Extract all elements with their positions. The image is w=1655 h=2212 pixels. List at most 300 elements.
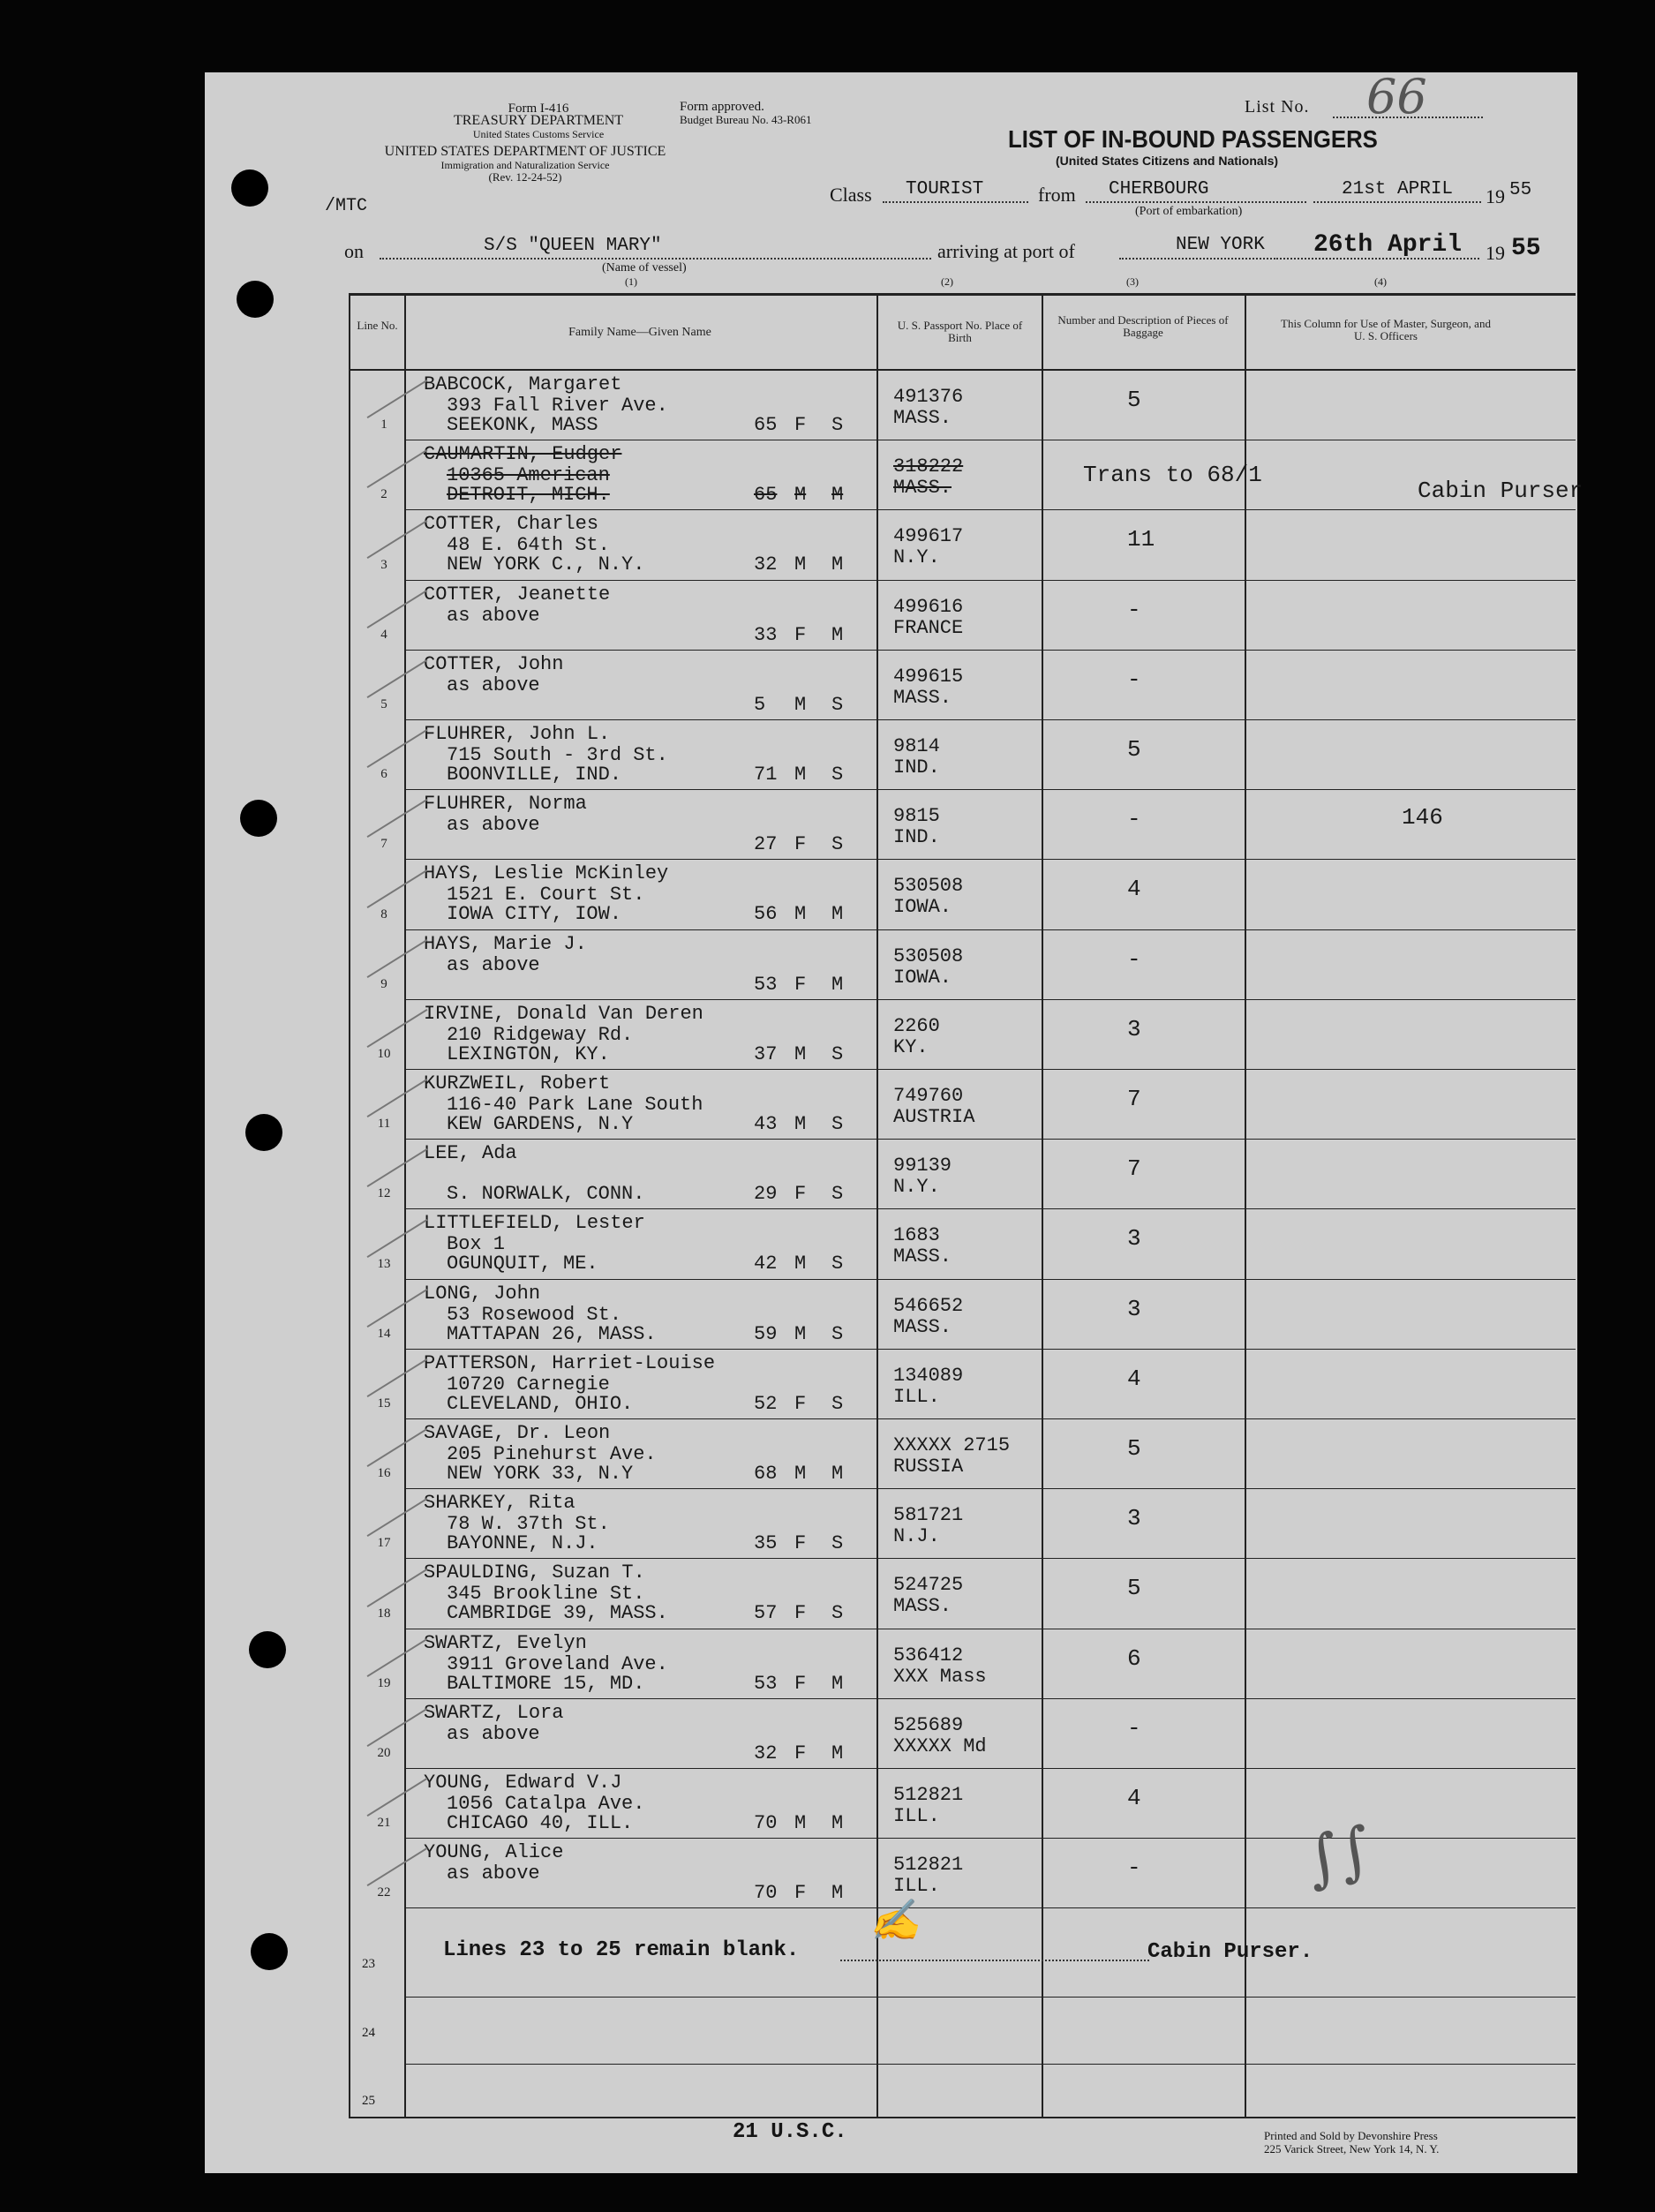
place-of-birth: MASS. <box>893 1245 952 1268</box>
line-number: 18 <box>377 1606 391 1621</box>
passenger-name: COTTER, Charles <box>424 513 599 536</box>
line-number: 23 <box>362 1957 375 1971</box>
table-top-border <box>349 293 1576 296</box>
place-of-birth: MASS. <box>893 1315 952 1338</box>
address-line-1: 78 W. 37th St. <box>447 1513 610 1536</box>
check-mark-icon <box>367 799 428 838</box>
stamp-mtc: /MTC <box>325 196 368 216</box>
sex: M <box>794 484 807 507</box>
passport-number: 525689 <box>893 1713 964 1736</box>
customs-service: United States Customs Service <box>472 128 605 140</box>
sex: M <box>794 693 807 716</box>
address-line-1: as above <box>447 953 540 976</box>
cabin-purser-footer: Cabin Purser. <box>1147 1940 1313 1964</box>
arriving-label: arriving at port of <box>937 240 1075 262</box>
passport-number: 749760 <box>893 1085 964 1107</box>
passenger-name: IRVINE, Donald Van Deren <box>424 1002 703 1025</box>
baggage-count: 3 <box>1127 1225 1141 1253</box>
address-line-2: IOWA CITY, IOW. <box>447 903 622 926</box>
sex: F <box>794 1392 807 1415</box>
line-number: 15 <box>377 1396 391 1411</box>
address-line-2: SEEKONK, MASS <box>447 414 598 436</box>
on-label: on <box>344 240 364 262</box>
age: 43 <box>754 1113 778 1135</box>
from-value: CHERBOURG <box>1109 179 1209 199</box>
baggage-count: - <box>1127 1714 1141 1742</box>
sex: F <box>794 1672 807 1695</box>
check-mark-icon <box>367 590 428 628</box>
table-row <box>205 1769 1577 1839</box>
sex: F <box>794 1183 807 1206</box>
line-number: 3 <box>380 557 387 572</box>
line-number: 12 <box>377 1186 391 1201</box>
address-line-2: OGUNQUIT, ME. <box>447 1253 598 1275</box>
form-approved: Form approved. <box>680 100 764 114</box>
line-number: 9 <box>380 976 387 991</box>
place-of-birth: MASS. <box>893 407 952 429</box>
table-row <box>205 1629 1577 1699</box>
ins-title: Immigration and Naturalization Service <box>440 159 610 171</box>
sex: F <box>794 414 807 436</box>
baggage-count: 4 <box>1127 876 1141 903</box>
doj-title: UNITED STATES DEPARTMENT OF JUSTICE <box>384 144 666 159</box>
passenger-name: YOUNG, Alice <box>424 1841 564 1864</box>
sex: M <box>794 553 807 576</box>
punch-hole <box>231 169 268 207</box>
passenger-name: SWARTZ, Lora <box>424 1701 564 1724</box>
arrival-year-suffix: 55 <box>1511 235 1541 262</box>
passport-number: 530508 <box>893 875 964 898</box>
check-mark-icon <box>367 1358 428 1397</box>
passenger-name: CAUMARTIN, Eudger <box>424 443 622 466</box>
passenger-name: SPAULDING, Suzan T. <box>424 1561 645 1584</box>
address-line-2: KEW GARDENS, N.Y <box>447 1113 634 1135</box>
marital-status: M <box>831 1672 844 1695</box>
passport-number: 536412 <box>893 1644 964 1667</box>
port-embark-caption: (Port of embarkation) <box>1135 205 1243 218</box>
address-line-1: as above <box>447 1722 540 1745</box>
table-row <box>205 930 1577 1000</box>
remain-blank-note: Lines 23 to 25 remain blank. <box>443 1938 800 1962</box>
address-line-2: NEW YORK 33, N.Y <box>447 1463 634 1485</box>
marital-status: M <box>831 553 844 576</box>
check-mark-icon <box>367 1498 428 1537</box>
treasury-dept: TREASURY DEPARTMENT <box>453 113 624 128</box>
sex: M <box>794 1463 807 1485</box>
check-mark-icon <box>367 1148 428 1187</box>
baggage-count: Trans to 68/1 <box>1083 462 1262 489</box>
column-header-line: Line No. <box>357 319 398 332</box>
place-of-birth: FRANCE <box>893 616 964 639</box>
marital-status: S <box>831 414 844 436</box>
sex: F <box>794 973 807 996</box>
marital-status: M <box>831 623 844 646</box>
age: 59 <box>754 1322 778 1345</box>
place-of-birth: IND. <box>893 826 940 849</box>
check-mark-icon <box>367 1009 428 1048</box>
column-index-4: (4) <box>1374 275 1387 288</box>
passport-number: 512821 <box>893 1784 964 1806</box>
table-row <box>205 1699 1577 1769</box>
check-mark-icon <box>367 1638 428 1677</box>
age: 68 <box>754 1463 778 1485</box>
printer-line-2: 225 Varick Street, New York 14, N. Y. <box>1264 2142 1440 2156</box>
age: 27 <box>754 833 778 856</box>
vessel-caption: (Name of vessel) <box>602 261 687 275</box>
table-row <box>205 790 1577 860</box>
marital-status: S <box>831 1183 844 1206</box>
passenger-name: LONG, John <box>424 1282 541 1305</box>
line-number: 16 <box>377 1466 391 1481</box>
line-number: 14 <box>377 1326 391 1341</box>
passenger-name: COTTER, Jeanette <box>424 583 611 606</box>
row-divider <box>404 2064 1576 2065</box>
place-of-birth: MASS. <box>893 477 952 500</box>
purser-signature: ✍ <box>869 1896 921 1944</box>
sex: M <box>794 1322 807 1345</box>
document-title: LIST OF IN-BOUND PASSENGERS <box>1008 125 1378 153</box>
address-line-1: as above <box>447 814 540 837</box>
line-number: 21 <box>377 1816 391 1831</box>
check-mark-icon <box>367 449 428 488</box>
place-of-birth: N.J. <box>893 1525 940 1548</box>
line-number: 13 <box>377 1256 391 1271</box>
age: 29 <box>754 1183 778 1206</box>
marital-status: M <box>831 484 844 507</box>
sex: M <box>794 903 807 926</box>
age: 65 <box>754 414 778 436</box>
check-mark-icon <box>367 1289 428 1328</box>
passport-number: 530508 <box>893 944 964 967</box>
address-line-1: as above <box>447 1862 540 1885</box>
depart-date-line <box>1313 201 1481 203</box>
address-line-1: 205 Pinehurst Ave. <box>447 1443 657 1465</box>
table-row <box>205 440 1584 510</box>
address-line-1: 10720 Carnegie <box>447 1373 610 1396</box>
line-number: 25 <box>362 2094 375 2108</box>
check-mark-icon <box>367 1569 428 1607</box>
marital-status: M <box>831 1463 844 1485</box>
place-of-birth: RUSSIA <box>893 1456 964 1478</box>
check-mark-icon <box>367 659 428 698</box>
address-line-2: CAMBRIDGE 39, MASS. <box>447 1602 668 1625</box>
age: 32 <box>754 553 778 576</box>
address-line-1: 116-40 Park Lane South <box>447 1094 703 1116</box>
printer-line-1: Printed and Sold by Devonshire Press <box>1264 2129 1438 2142</box>
passenger-name: HAYS, Marie J. <box>424 932 587 955</box>
address-line-1: 393 Fall River Ave. <box>447 395 668 417</box>
passport-number: 1683 <box>893 1224 940 1247</box>
baggage-count: 6 <box>1127 1644 1141 1672</box>
table-row <box>205 1000 1577 1070</box>
passport-number: 134089 <box>893 1364 964 1387</box>
address-line-1: 1521 E. Court St. <box>447 884 645 907</box>
age: 57 <box>754 1602 778 1625</box>
list-no-value: 66 <box>1366 69 1427 124</box>
baggage-count: - <box>1127 945 1141 973</box>
line-number: 1 <box>380 418 387 433</box>
passenger-name: YOUNG, Edward V.J <box>424 1772 622 1794</box>
address-line-1: 345 Brookline St. <box>447 1583 645 1606</box>
age: 37 <box>754 1042 778 1065</box>
list-no-label: List No. <box>1245 97 1310 117</box>
passenger-name: LITTLEFIELD, Lester <box>424 1212 645 1235</box>
check-mark-icon <box>367 1428 428 1467</box>
place-of-birth: XXXXX Md <box>893 1734 987 1757</box>
arrival-year-prefix: 19 <box>1486 242 1505 264</box>
table-row <box>205 1419 1577 1489</box>
sex: F <box>794 1532 807 1555</box>
sex: F <box>794 833 807 856</box>
class-value: TOURIST <box>906 179 984 199</box>
passport-number: 499615 <box>893 665 964 688</box>
address-line-1: 1056 Catalpa Ave. <box>447 1793 645 1815</box>
baggage-count: - <box>1127 596 1141 623</box>
baggage-count: 11 <box>1127 526 1155 553</box>
place-of-birth: ILL. <box>893 1875 940 1898</box>
age: 65 <box>754 484 778 507</box>
line-number: 4 <box>380 627 387 642</box>
place-of-birth: KY. <box>893 1035 929 1058</box>
class-label: Class <box>830 184 872 206</box>
marital-status: S <box>831 1253 844 1275</box>
passenger-name: BABCOCK, Margaret <box>424 373 622 395</box>
table-row <box>205 1489 1577 1559</box>
age: 52 <box>754 1392 778 1415</box>
departure-year-prefix: 19 <box>1486 185 1505 207</box>
column-index-1: (1) <box>625 275 637 288</box>
address-line-2: CHICAGO 40, ILL. <box>447 1812 634 1834</box>
passenger-name: FLUHRER, Norma <box>424 793 587 816</box>
officer-note: Cabin Purser <box>1418 478 1584 505</box>
passport-number: XXXXX 2715 <box>893 1434 1011 1456</box>
signature-line <box>840 1960 1149 1961</box>
age: 5 <box>754 693 766 716</box>
place-of-birth: ILL. <box>893 1385 940 1408</box>
passport-number: 99139 <box>893 1155 952 1177</box>
table-row <box>205 510 1577 580</box>
sex: M <box>794 1253 807 1275</box>
place-of-birth: N.Y. <box>893 546 940 569</box>
marital-status: S <box>831 1322 844 1345</box>
address-line-2: S. NORWALK, CONN. <box>447 1183 645 1206</box>
place-of-birth: IND. <box>893 756 940 779</box>
marital-status: S <box>831 1113 844 1135</box>
departure-year-suffix: 55 <box>1509 180 1532 200</box>
column-header-passport: U. S. Passport No. Place of Birth <box>897 319 1023 344</box>
address-line-1: 53 Rosewood St. <box>447 1303 622 1326</box>
place-of-birth: AUSTRIA <box>893 1106 975 1128</box>
address-line-1: 715 South - 3rd St. <box>447 744 668 766</box>
passenger-name: PATTERSON, Harriet-Louise <box>424 1351 716 1374</box>
baggage-count: - <box>1127 1855 1141 1882</box>
age: 70 <box>754 1882 778 1905</box>
line-number: 22 <box>377 1885 391 1900</box>
place-of-birth: MASS. <box>893 1595 952 1618</box>
departure-date: 21st APRIL <box>1342 179 1454 199</box>
address-line-1: 3911 Groveland Ave. <box>447 1652 668 1675</box>
baggage-count: 4 <box>1127 1785 1141 1811</box>
age: 70 <box>754 1812 778 1834</box>
sex: M <box>794 1042 807 1065</box>
passport-number: 546652 <box>893 1294 964 1317</box>
address-line-1: 10365 American <box>447 464 610 487</box>
passenger-name: SWARTZ, Evelyn <box>424 1631 587 1654</box>
table-row <box>205 1209 1577 1279</box>
line-number: 10 <box>377 1046 391 1061</box>
class-line <box>883 201 1028 203</box>
address-line-2: BALTIMORE 15, MD. <box>447 1672 645 1695</box>
address-line-2: MATTAPAN 26, MASS. <box>447 1322 657 1345</box>
baggage-count: 5 <box>1127 387 1141 413</box>
marital-status: M <box>831 1812 844 1834</box>
check-mark-icon <box>367 1778 428 1817</box>
line-number: 2 <box>380 487 387 502</box>
marital-status: S <box>831 1392 844 1415</box>
marital-status: M <box>831 1882 844 1905</box>
check-mark-icon <box>367 380 428 418</box>
baggage-count: 4 <box>1127 1365 1141 1392</box>
line-number: 11 <box>377 1117 391 1132</box>
baggage-count: 5 <box>1127 1435 1141 1462</box>
table-row <box>205 860 1577 929</box>
address-line-2: BOONVILLE, IND. <box>447 764 622 786</box>
check-mark-icon <box>367 1079 428 1117</box>
address-line-1: 210 Ridgeway Rd. <box>447 1023 634 1046</box>
check-mark-icon <box>367 1847 428 1886</box>
line-number: 7 <box>380 837 387 852</box>
row-divider <box>404 1997 1576 1998</box>
age: 53 <box>754 1672 778 1695</box>
table-row <box>205 1140 1577 1209</box>
marital-status: M <box>831 973 844 996</box>
marital-status: S <box>831 1532 844 1555</box>
baggage-count: 3 <box>1127 1295 1141 1322</box>
place-of-birth: ILL. <box>893 1805 940 1827</box>
check-mark-icon <box>367 869 428 908</box>
table-row <box>205 1280 1577 1350</box>
address-line-2: NEW YORK C., N.Y. <box>447 553 645 576</box>
baggage-count: 3 <box>1127 1505 1141 1532</box>
marital-status: S <box>831 833 844 856</box>
passenger-name: SHARKEY, Rita <box>424 1492 575 1515</box>
place-of-birth: IOWA. <box>893 966 952 989</box>
baggage-count: - <box>1127 666 1141 693</box>
address-line-2: CLEVELAND, OHIO. <box>447 1392 634 1415</box>
vessel-name: S/S "QUEEN MARY" <box>484 236 662 256</box>
column-header-officers: This Column for Use of Master, Surgeon, and U. S. Officers <box>1281 317 1491 342</box>
arrival-port-line <box>1119 258 1278 260</box>
baggage-count: 3 <box>1127 1015 1141 1042</box>
punch-hole <box>237 281 274 318</box>
table-row <box>205 581 1577 651</box>
check-mark-icon <box>367 1219 428 1258</box>
place-of-birth: XXX Mass <box>893 1665 987 1688</box>
address-line-1: Box 1 <box>447 1233 506 1256</box>
line-number: 5 <box>380 696 387 711</box>
passport-number: 512821 <box>893 1854 964 1877</box>
document-subtitle: (United States Citizens and Nationals) <box>1056 154 1279 168</box>
passport-number: 524725 <box>893 1574 964 1597</box>
vessel-line <box>380 258 931 260</box>
statute-code: 21 U.S.C. <box>733 2120 847 2144</box>
address-line-1: 48 E. 64th St. <box>447 534 610 557</box>
passenger-name: FLUHRER, John L. <box>424 723 611 745</box>
age: 32 <box>754 1742 778 1764</box>
budget-bureau: Budget Bureau No. 43-R061 <box>680 113 812 126</box>
age: 71 <box>754 764 778 786</box>
passport-number: 581721 <box>893 1504 964 1527</box>
address-line-1: as above <box>447 673 540 696</box>
marital-status: S <box>831 1602 844 1625</box>
sex: F <box>794 1882 807 1905</box>
place-of-birth: MASS. <box>893 686 952 709</box>
marital-status: S <box>831 764 844 786</box>
arrival-date: 26th April <box>1313 231 1463 259</box>
address-line-2: LEXINGTON, KY. <box>447 1042 610 1065</box>
table-row <box>205 1070 1577 1140</box>
place-of-birth: N.Y. <box>893 1176 940 1199</box>
from-label: from <box>1038 184 1076 206</box>
age: 33 <box>754 623 778 646</box>
marital-status: M <box>831 903 844 926</box>
sex: F <box>794 623 807 646</box>
table-bottom-border <box>349 2117 1576 2118</box>
passenger-name: KURZWEIL, Robert <box>424 1072 611 1095</box>
column-index-2: (2) <box>941 275 953 288</box>
passport-number: 2260 <box>893 1014 940 1037</box>
baggage-count: 5 <box>1127 1575 1141 1602</box>
table-row <box>205 1350 1577 1419</box>
inspector-signature: ∫∫ <box>1299 1812 1378 1897</box>
check-mark-icon <box>367 520 428 559</box>
table-row <box>205 720 1577 790</box>
arrival-port: NEW YORK <box>1176 235 1265 255</box>
check-mark-icon <box>367 729 428 768</box>
passenger-name: COTTER, John <box>424 652 564 675</box>
from-line <box>1086 201 1306 203</box>
address-line-2: DETROIT, MICH. <box>447 484 610 507</box>
passport-number: 499617 <box>893 525 964 548</box>
line-number: 8 <box>380 907 387 922</box>
table-row <box>205 371 1577 440</box>
passport-number: 9814 <box>893 735 940 757</box>
passport-number: 9815 <box>893 805 940 828</box>
age: 56 <box>754 903 778 926</box>
passenger-name: LEE, Ada <box>424 1142 517 1165</box>
age: 35 <box>754 1532 778 1555</box>
sex: F <box>794 1602 807 1625</box>
column-header-name: Family Name—Given Name <box>568 326 711 339</box>
address-line-2: BAYONNE, N.J. <box>447 1532 598 1555</box>
line-number: 17 <box>377 1536 391 1551</box>
revision: (Rev. 12-24-52) <box>488 170 562 184</box>
marital-status: M <box>831 1742 844 1764</box>
column-index-3: (3) <box>1126 275 1139 288</box>
passport-number: 491376 <box>893 386 964 408</box>
baggage-count: 7 <box>1127 1086 1141 1112</box>
officer-note: 146 <box>1402 804 1443 831</box>
marital-status: S <box>831 693 844 716</box>
passenger-name: HAYS, Leslie McKinley <box>424 862 669 885</box>
passport-number: 499616 <box>893 595 964 618</box>
line-number: 20 <box>377 1745 391 1760</box>
form-number: Form I-416 <box>508 102 569 116</box>
punch-hole <box>251 1933 288 1970</box>
passport-number: 318222 <box>893 455 964 478</box>
table-row <box>205 651 1577 720</box>
check-mark-icon <box>367 939 428 978</box>
